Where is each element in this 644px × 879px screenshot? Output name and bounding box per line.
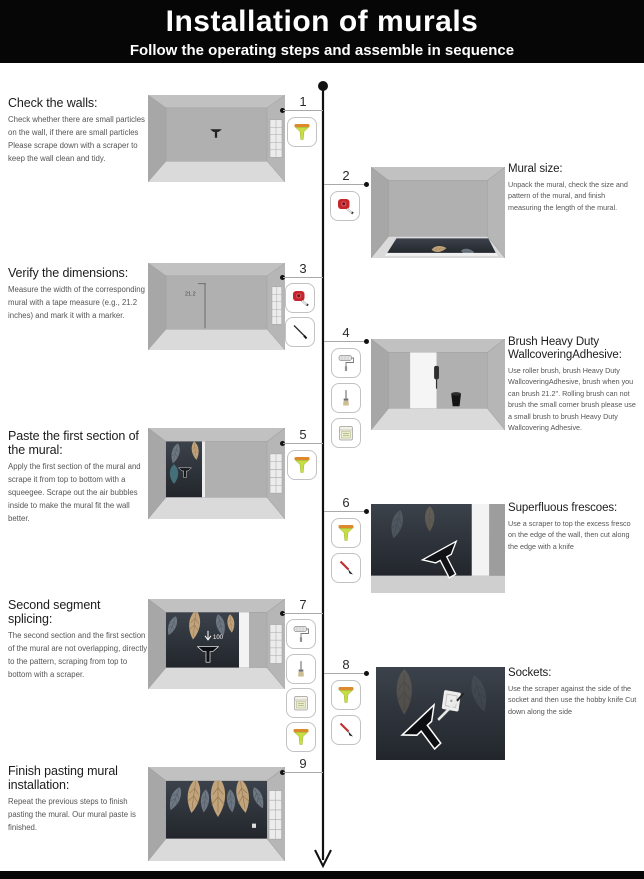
step-title: Finish pasting mural installation: [8,764,118,792]
adhesive-bucket-icon [286,688,316,718]
scraper-icon [287,117,317,147]
step-title: Sockets: [508,667,552,679]
step-body: Measure the width of the corresponding mural with a tape measure (e.g., 21.2 inches) and mark it with a marker. [8,285,145,321]
step-5-text [8,429,148,525]
step-body: Repeat the previous steps to finish pasting the mural. Our mural paste is finished. [8,797,136,833]
scraper-icon [331,518,361,548]
connector-line [324,341,368,342]
scraper-icon [331,680,361,710]
step-number: 6 [342,495,350,510]
connector-line [283,277,323,278]
tape-measure-icon [285,283,315,313]
step-body: Apply the first section of the mural and scrape it from top to bottom with a squeegee. Scrape out the air bubbles inside to make the mural fit the wall better. [8,462,141,524]
step-body: The second section and the first section of the mural are not overlapping, directly to the pattern, scraping from top to bottom with a scraper. [8,631,148,680]
step-number: 5 [299,427,307,442]
connector-line [283,443,323,444]
step-title: Second segment splicing: [8,598,101,626]
step-5-illustration-first-section [148,428,285,519]
connector-line [283,613,323,614]
step-body: Use the scraper against the side of the socket and then use the hobby knife Cut down along the side [508,683,637,716]
roller-icon [331,348,361,378]
step-body: Check whether there are small particles on the wall, if there are small particles Please scrape down with a scraper to keep the wall clean and tidy. [8,115,145,164]
step-1-illustration-empty-room [148,95,285,182]
scrape-annotation: 100 [213,634,223,641]
page-title: Installation of murals [165,5,479,38]
step-body: Unpack the mural, check the size and pattern of the mural, and finish measuring the length of the mural. [508,179,628,212]
step-4-illustration-adhesive [371,339,505,430]
step-number: 1 [299,94,307,109]
connector-line [324,184,368,185]
step-number: 9 [299,756,307,771]
step-9-illustration-finished-mural [148,767,285,861]
scraper-icon [287,450,317,480]
brush-icon [331,383,361,413]
connector-line [324,673,368,674]
connector-line [283,772,323,773]
knife-icon [331,553,361,583]
roller-icon [286,619,316,649]
step-6-text [508,502,640,552]
step-7-text [8,598,148,681]
step-title: Mural size: [508,163,563,175]
step-number: 4 [342,325,350,340]
brush-icon [286,654,316,684]
step-body: Use a scraper to top the excess fresco on the edge of the wall, then cut along the edge with a knife [508,518,631,551]
step-2-text [508,163,640,213]
step-3-illustration-measuring [148,263,285,350]
step-3-text [8,266,148,322]
step-8-illustration-socket [376,667,505,760]
step-2-illustration-mural-on-floor [371,167,505,258]
connector-line [283,110,323,111]
step-9-text [8,764,148,834]
step-title: Superfluous frescoes: [508,502,618,514]
tape-measure-icon [330,191,360,221]
header [0,0,644,63]
knife-icon [331,715,361,745]
step-title: Check the walls: [8,96,98,110]
step-title: Paste the first section of the mural: [8,429,139,457]
step-1-text [8,96,148,165]
adhesive-bucket-icon [331,418,361,448]
step-number: 7 [299,597,307,612]
step-number: 8 [342,657,350,672]
step-title: Verify the dimensions: [8,266,129,280]
measurement-annotation: 21.2 [185,291,196,298]
step-4-text [508,336,640,434]
step-number: 3 [299,261,307,276]
step-number: 2 [342,168,350,183]
step-8-text [508,667,640,717]
footer-bar [0,871,644,879]
step-title: Brush Heavy Duty WallcoveringAdhesive: [508,336,622,361]
scraper-icon [286,722,316,752]
page-subtitle: Follow the operating steps and assemble in sequence [129,42,515,59]
step-7-illustration-second-section [148,599,285,689]
marker-icon [285,317,315,347]
connector-line [324,511,368,512]
step-body: Use roller brush, brush Heavy Duty WallcoveringAdhesive, brush when you can brush 21.2". Rolling brush can not brush the small corner brush please use a small brush to brush Heavy Duty Wallcovering Adhesive. [508,365,636,433]
step-6-illustration-edge-scraping [371,504,505,593]
